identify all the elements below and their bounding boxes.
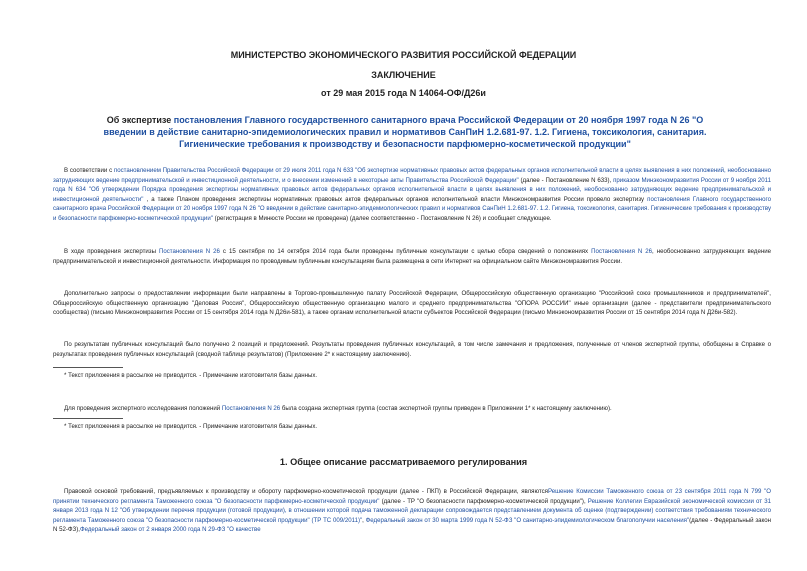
title-resolution-link[interactable]: постановления Главного государственного санитарного врача Российской Федерации от 20 ноября 1997 года N 26 "О введении в действие санитарно-эпидемиологических правил и нормативов СанПиН 1.2.681-97. 1.2. Гигиена, токсикология, санитария. Гигиенические требования к производству и безопасности парфюмерно-косметической продукции" — [103, 115, 707, 149]
footnote-2: * Текст приложения в рассылке не приводится. - Примечание изготовителя базы данных. — [64, 423, 318, 430]
para1-text-1: В соответствии с — [64, 167, 114, 174]
para5-text-1: Для проведения экспертного исследования положений — [64, 405, 222, 412]
para5-text-2: была создана экспертная группа (состав экспертной группы приведен в Приложении 1* к настоящему заключению). — [280, 405, 612, 412]
footnote-divider — [53, 418, 123, 419]
para6-text-2: (далее - ТР "О безопасности парфюмерно-косметической продукции"), — [379, 497, 588, 505]
para2-text-1: В ходе проведения экспертизы — [64, 248, 159, 255]
link-prikaz-634[interactable]: приказом Минэкономразвития России от 9 ноября 2011 года N 634 "Об утверждении Порядка проведения экспертизы нормативных правовых актов федеральных органов исполнительной власти в целях выявления в них положений, необоснованно затрудняющих ведение предпринимательской и инвестиционной деятельности" — [53, 176, 771, 203]
para6-text-1: Правовой основой требований, предъявляемых к производству и обороту парфюмерно-косметической продукции (далее - ПКП) в Российской Федерации, являются — [64, 488, 548, 495]
link-decision-799[interactable]: Решение Комиссии Таможенного союза от 23 сентября 2011 года N 799 "О принятии технического регламента Таможенного союза "О безопасности парфюмерно-косметической продукции" — [53, 488, 771, 505]
document-type-heading: ЗАКЛЮЧЕНИЕ — [371, 70, 436, 80]
document-date-number: от 29 мая 2015 года N 14064-ОФ/Д26и — [321, 88, 486, 98]
title-prefix: Об экспертизе — [106, 115, 174, 125]
para6-text-4: (далее - Федеральный закон N 52-ФЗ), — [53, 516, 771, 534]
para1-text-4: (регистрация в Минюсте России не проведена) (далее соответственно - Постановление N 26) и сообщает следующее. — [212, 214, 552, 222]
paragraph-consultations — [53, 247, 771, 266]
link-federal-law-52[interactable]: Федеральный закон от 30 марта 1999 года N 52-ФЗ "О санитарно-эпидемиологическом благополучии населения" — [365, 516, 690, 524]
footnote-divider — [53, 367, 123, 368]
para2-text-2: с 15 сентября по 14 октября 2014 года были проведены публичные консультации с целью сбора сведений о положениях — [219, 248, 592, 255]
paragraph-legal-basis — [53, 487, 771, 535]
para1-text-3: , а также Планом проведения экспертизы нормативных правовых актов федеральных органов исполнительной власти Минэкономразвития России провело экспертизу — [143, 195, 648, 203]
para6-text-3: , — [362, 516, 366, 524]
link-postanovlenie-633[interactable]: постановлением Правительства Российской Федерации от 29 июля 2011 года N 633 "Об экспертизе нормативных правовых актов федеральных органов исполнительной власти в целях выявления в них положений, необоснованно затрудняющих ведение предпринимательской и инвестиционной деятельности, и о внесении изменений в некоторые акты Правительства Российской Федерации" — [53, 167, 771, 184]
document-title — [85, 114, 725, 150]
link-postanovlenie-26-a[interactable]: Постановления N 26 — [158, 248, 220, 255]
paragraph-intro — [53, 166, 771, 224]
para2-text-3: , необоснованно затрудняющих ведение предпринимательской и инвестиционной деятельности. Информация по проводимым публичным консультациям была размещена в сети Интернет на официальном сайте Минэкономразвития России. — [53, 248, 772, 265]
paragraph-results: По результатам публичных консультаций было получено 2 позиций и предложений. Результаты проведения публичных консультаций, в том числе замечания и предложения, полученные от членов экспертной группы, обобщены в Справке о результатах проведения публичных консультаций (сводной таблице результатов) (Приложение 2* к настоящему заключению). — [53, 341, 771, 358]
ministry-heading: МИНИСТЕРСТВО ЭКОНОМИЧЕСКОГО РАЗВИТИЯ РОССИЙСКОЙ ФЕДЕРАЦИИ — [230, 50, 577, 60]
section-heading: 1. Общее описание рассматриваемого регулирования — [279, 457, 528, 467]
footnote-1: * Текст приложения в рассылке не приводится. - Примечание изготовителя базы данных. — [64, 372, 318, 379]
paragraph-expert-group — [53, 404, 771, 414]
paragraph-requests: Дополнительно запросы о предоставлении информации были направлены в Торгово-промышленную палату Российской Федерации, Общероссийскую общественную организацию "Российский союз промышленников и предпринимателей", Общероссийскую общественную организацию "Деловая Россия", Общероссийскую общественную организацию малого и среднего предпринимательства "ОПОРА РОССИИ" иные организации (далее - представители предпринимательского сообщества) (письмо Минэкономразвития России от 15 сентября 2014 года N Д26и-581), а также органам исполнительной власти субъектов Российской Федерации (письмо Минэкономразвития России от 15 сентября 2014 года N Д26и-582). — [53, 290, 771, 317]
link-decision-12[interactable]: Решение Коллегии Евразийской экономической комиссии от 31 января 2013 года N 12 "Об утверждении перечня продукции (готовой продукции), в отношении которой подача таможенной декларации сопровождается представлением документа об оценке (подтверждении) соответствия требованиям технического регламента Таможенного союза "О безопасности парфюмерно-косметической продукции" (ТР ТС 009/2011)" — [53, 497, 772, 524]
link-federal-law-29[interactable]: Федеральный закон от 2 января 2000 года N 29-ФЗ "О качестве — [79, 526, 261, 534]
link-postanovlenie-26-b[interactable]: Постановления N 26 — [591, 248, 653, 255]
link-postanovlenie-26[interactable]: постановления Главного государственного санитарного врача Российской Федерации от 20 ноября 1997 года N 26 "О введении в действие санитарно-эпидемиологических правил и нормативов СанПиН 1.2.681-97. 1.2. Гигиена, токсикология, санитария. Гигиенические требования к производству и безопасности парфюмерно-косметической продукции" — [53, 195, 771, 222]
para1-text-2: (далее - Постановление N 633), — [518, 176, 614, 184]
link-postanovlenie-26-c[interactable]: Постановления N 26 — [221, 405, 281, 412]
